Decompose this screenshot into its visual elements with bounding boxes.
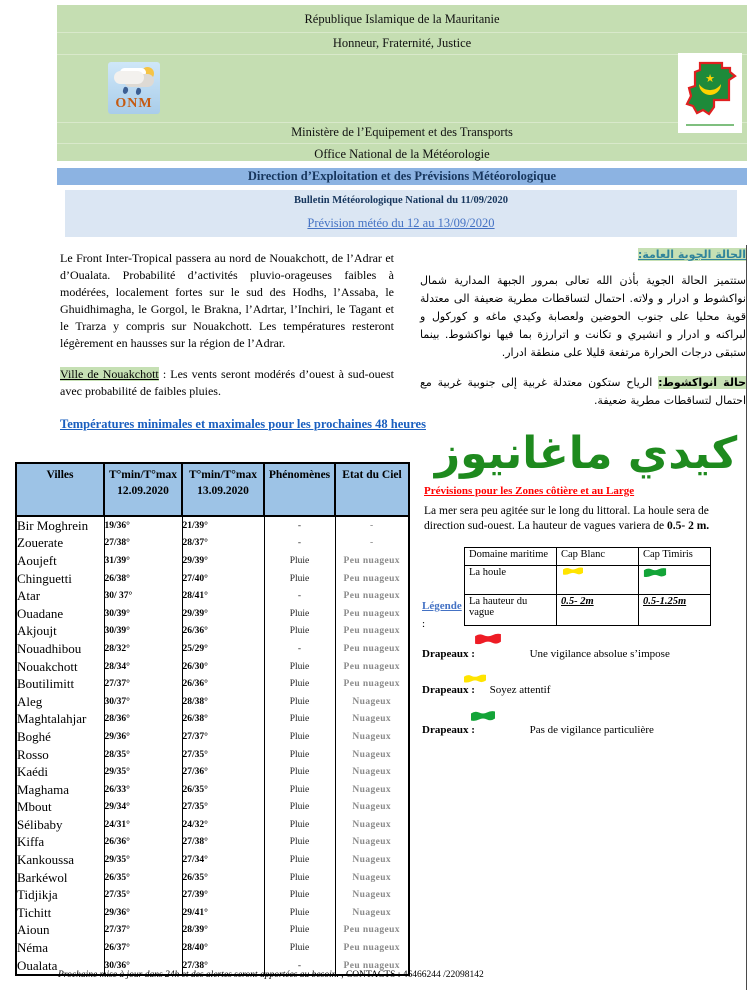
phenomena-cell: Pluie	[264, 728, 335, 746]
temp-cell-13-09: 29/39°	[182, 605, 264, 623]
phenomena-cell: Pluie	[264, 922, 335, 940]
temp-cell-13-09: 29/41°	[182, 904, 264, 922]
temp-cell-13-09: 27/39°	[182, 886, 264, 904]
sky-state-cell: Nuageux	[335, 799, 409, 817]
table-row	[16, 728, 409, 746]
republic-title: République Islamique de la Mauritanie	[304, 12, 500, 26]
phenomena-cell: -	[264, 516, 335, 535]
office-title: Office National de la Météorologie	[314, 147, 490, 161]
houle-label: La houle	[465, 566, 557, 595]
divider	[57, 54, 747, 55]
temp-cell-12-09: 28/34°	[104, 658, 182, 676]
temp-cell-13-09: 28/38°	[182, 693, 264, 711]
sky-state-cell: Peu nuageux	[335, 587, 409, 605]
temperatures-table	[15, 462, 410, 976]
city-cell: Maghama	[16, 781, 104, 799]
wave-height-cap-timiris: 0.5-1.25m	[639, 595, 711, 626]
emblem-caption	[686, 124, 734, 126]
phenomena-cell: Pluie	[264, 746, 335, 764]
sky-state-cell: -	[335, 535, 409, 553]
temp-cell-12-09: 26/35°	[104, 869, 182, 887]
table-row	[16, 623, 409, 641]
table-row	[16, 535, 409, 553]
city-cell: Zouerate	[16, 535, 104, 553]
temp-cell-13-09: 28/39°	[182, 922, 264, 940]
table-row	[16, 587, 409, 605]
sky-state-cell: Peu nuageux	[335, 675, 409, 693]
city-cell: Aioun	[16, 922, 104, 940]
table-row	[16, 605, 409, 623]
temp-cell-12-09: 30/36°	[104, 957, 182, 976]
arabic-watermark: كيدي ماغانيوز	[434, 428, 738, 479]
forecast-link[interactable]: Prévision météo du 12 au 13/09/2020	[307, 216, 495, 230]
arabic-nouakchott-text: الرياح ستكون معتدلة غربية إلى جنوبية غربية مع احتمال لتساقطات مطرية ضعيفة.	[420, 376, 746, 407]
header-cap-blanc: Cap Blanc	[557, 548, 639, 566]
temp-cell-13-09: 24/32°	[182, 816, 264, 834]
sky-state-cell: Nuageux	[335, 763, 409, 781]
phenomena-cell: -	[264, 587, 335, 605]
green-flag-icon	[470, 710, 496, 723]
table-row	[16, 834, 409, 852]
city-cell: Néma	[16, 939, 104, 957]
phenomena-cell: -	[264, 640, 335, 658]
phenomena-cell: Pluie	[264, 851, 335, 869]
temp-cell-12-09: 24/31°	[104, 816, 182, 834]
temp-cell-13-09: 25/29°	[182, 640, 264, 658]
temp-cell-13-09: 27/34°	[182, 851, 264, 869]
temp-cell-12-09: 29/34°	[104, 799, 182, 817]
table-row	[16, 675, 409, 693]
temp-cell-12-09: 28/35°	[104, 746, 182, 764]
city-cell: Nouakchott	[16, 658, 104, 676]
temp-cell-12-09: 31/39°	[104, 552, 182, 570]
city-cell: Mbout	[16, 799, 104, 817]
sky-state-cell: Nuageux	[335, 834, 409, 852]
table-row	[16, 552, 409, 570]
wave-height-cap-blanc: 0.5- 2m	[557, 595, 639, 626]
temp-cell-13-09: 27/40°	[182, 570, 264, 588]
table-row	[16, 640, 409, 658]
page-edge-line	[746, 245, 747, 990]
sky-state-cell: -	[335, 516, 409, 535]
city-cell: Bir Moghrein	[16, 516, 104, 535]
city-cell: Sélibaby	[16, 816, 104, 834]
temp-cell-13-09: 26/35°	[182, 781, 264, 799]
divider	[57, 143, 747, 144]
sky-state-cell: Nuageux	[335, 746, 409, 764]
sky-state-cell: Nuageux	[335, 711, 409, 729]
legend-item-green: Drapeaux : Pas de vigilance particulière	[422, 724, 654, 736]
onm-logo-label: ONM	[115, 96, 153, 111]
houle-cap-timiris	[639, 566, 711, 595]
city-cell: Kankoussa	[16, 851, 104, 869]
city-cell: Kiffa	[16, 834, 104, 852]
temp-cell-12-09: 29/35°	[104, 763, 182, 781]
temp-cell-12-09: 30/37°	[104, 693, 182, 711]
phenomena-cell: Pluie	[264, 834, 335, 852]
temperatures-heading: Températures minimales et maximales pour les prochaines 48 heures	[60, 417, 426, 431]
sky-state-cell: Nuageux	[335, 904, 409, 922]
sky-state-cell: Peu nuageux	[335, 570, 409, 588]
footer-note: Prochaine mise à jour dans 24h et des alertes seront apportées au besoin. , CONTACTS : 46466244 /22098142	[58, 970, 484, 980]
divider	[57, 32, 747, 33]
raindrop-icon	[135, 87, 142, 95]
city-cell: Rosso	[16, 746, 104, 764]
table-row	[16, 746, 409, 764]
city-cell: Nouadhibou	[16, 640, 104, 658]
legend-title: Légende	[422, 600, 462, 612]
table-row	[16, 781, 409, 799]
city-cell: Aleg	[16, 693, 104, 711]
sky-state-cell: Nuageux	[335, 781, 409, 799]
legend-item-yellow: Drapeaux : Soyez attentif	[422, 684, 551, 696]
city-cell: Chinguetti	[16, 570, 104, 588]
phenomena-cell: Pluie	[264, 939, 335, 957]
sky-state-cell: Peu nuageux	[335, 922, 409, 940]
header-cap-timiris: Cap Timiris	[639, 548, 711, 566]
temp-cell-13-09: 27/38°	[182, 834, 264, 852]
yellow-flag-icon	[561, 567, 585, 577]
sky-state-cell: Nuageux	[335, 693, 409, 711]
table-row	[16, 570, 409, 588]
sky-state-cell: Peu nuageux	[335, 640, 409, 658]
phenomena-cell: Pluie	[264, 799, 335, 817]
table-row	[16, 763, 409, 781]
sky-state-cell: Peu nuageux	[335, 658, 409, 676]
phenomena-cell: Pluie	[264, 869, 335, 887]
arabic-nouakchott-forecast	[420, 374, 746, 410]
phenomena-cell: Pluie	[264, 658, 335, 676]
city-cell: Kaédi	[16, 763, 104, 781]
temp-cell-12-09: 27/35°	[104, 886, 182, 904]
temp-cell-12-09: 28/32°	[104, 640, 182, 658]
header-band	[57, 5, 747, 161]
synopsis-paragraph: Le Front Inter-Tropical passera au nord de Nouakchott, de l’Adrar et d’Oualata. Probabilité d’activités pluvio-orageuses faibles à modérées, localement fortes sur le sud des Hodhs, l’Assaba, le Ghuidhimagha, le Gorgol, le Brakna, l’Adrtar, l’Inchiri, le Tagant et le Trarza y compris sur Nouakchott. Les températures resteront légèrement en hausses sur la région de l’Adrar.	[60, 251, 394, 350]
temp-cell-13-09: 26/38°	[182, 711, 264, 729]
wave-height-label: La hauteur du vague	[465, 595, 557, 626]
temp-cell-13-09: 26/30°	[182, 658, 264, 676]
phenomena-cell: Pluie	[264, 816, 335, 834]
sky-state-cell: Nuageux	[335, 851, 409, 869]
temp-cell-12-09: 19/36°	[104, 516, 182, 535]
sky-state-cell: Peu nuageux	[335, 939, 409, 957]
phenomena-cell: Pluie	[264, 675, 335, 693]
phenomena-cell: Pluie	[264, 781, 335, 799]
sky-state-cell: Nuageux	[335, 728, 409, 746]
arabic-nouakchott-label: حالة انواكشوط:	[658, 376, 747, 389]
table-row	[16, 922, 409, 940]
city-cell: Boghé	[16, 728, 104, 746]
direction-band: Direction d’Exploitation et des Prévisions Météorologique	[57, 168, 747, 185]
marine-header-row	[465, 548, 711, 566]
phenomena-cell: Pluie	[264, 693, 335, 711]
ministry-title: Ministère de l’Equipement et des Transports	[291, 125, 513, 139]
temp-cell-13-09: 28/37°	[182, 535, 264, 553]
header-temp-1: T°min/T°max 12.09.2020	[104, 463, 182, 516]
temp-cell-13-09: 27/36°	[182, 763, 264, 781]
city-cell: Ouadane	[16, 605, 104, 623]
synopsis-arabic	[420, 246, 746, 410]
table-row	[16, 939, 409, 957]
nouakchott-label: Ville de Nouakchott	[60, 367, 159, 381]
city-cell: Aoujeft	[16, 552, 104, 570]
synopsis-french	[60, 250, 394, 400]
temp-cell-12-09: 29/36°	[104, 728, 182, 746]
temp-cell-13-09: 27/35°	[182, 799, 264, 817]
wave-height-value: 0.5- 2 m.	[667, 520, 710, 532]
header-etat-du-ciel: Etat du Ciel	[335, 463, 409, 516]
sky-state-cell: Nuageux	[335, 869, 409, 887]
header-domaine-maritime: Domaine maritime	[465, 548, 557, 566]
temps-table-body	[16, 516, 409, 975]
phenomena-cell: Pluie	[264, 623, 335, 641]
sky-state-cell: Peu nuageux	[335, 623, 409, 641]
temp-cell-13-09: 28/40°	[182, 939, 264, 957]
temp-cell-12-09: 27/37°	[104, 922, 182, 940]
marine-paragraph: La mer sera peu agitée sur le long du littoral. La houle sera de direction sud-ouest. La hauteur de vagues variera de 0.5- 2 m.	[424, 505, 710, 532]
sky-state-cell: Nuageux	[335, 816, 409, 834]
phenomena-cell: Pluie	[264, 552, 335, 570]
city-cell: Atar	[16, 587, 104, 605]
bulletin-title: Bulletin Météorologique National du 11/09/2020	[294, 195, 508, 206]
nouakchott-text: : Les vents seront modérés d’ouest à sud-ouest avec probabilité de faibles pluies.	[60, 367, 394, 398]
phenomena-cell: Pluie	[264, 886, 335, 904]
table-row	[16, 869, 409, 887]
temp-cell-13-09: 26/36°	[182, 675, 264, 693]
wave-height-row	[465, 595, 711, 626]
temp-cell-12-09: 29/36°	[104, 904, 182, 922]
temp-cell-12-09: 26/33°	[104, 781, 182, 799]
nouakchott-forecast	[60, 366, 394, 400]
houle-cap-blanc	[557, 566, 639, 595]
sky-state-cell: Peu nuageux	[335, 957, 409, 976]
legend-item-red: Drapeaux : Une vigilance absolue s’impose	[422, 648, 670, 660]
arabic-paragraph: ستتميز الحالة الجوية بأذن الله تعالى بمرور الجبهة المدارية شمال نواكشوط و ادرار و ولاته. احتمال لتساقطات مطرية ضعيفة الى معتدلة قوية محليا على جنوب الحوضين ولعصابة وكيدي ماغه و كوركول و لبراكنه و ادرار و انشيري و تكانت و اترارزة بما فيها نواكشوط. بينما ستبقى درجات الحرارة مرتفعة قليلا على منطقة ادرار.	[420, 274, 746, 359]
arabic-title: الحالة الجوية العامة:	[637, 248, 746, 261]
temp-cell-12-09: 26/36°	[104, 834, 182, 852]
svg-text:★: ★	[705, 73, 715, 85]
temp-cell-13-09: 21/39°	[182, 516, 264, 535]
bulletin-box	[65, 190, 737, 237]
header-villes: Villes	[16, 463, 104, 516]
temp-cell-12-09: 26/38°	[104, 570, 182, 588]
table-row	[16, 658, 409, 676]
table-header-row	[16, 463, 409, 516]
table-row	[16, 904, 409, 922]
city-cell: Akjoujt	[16, 623, 104, 641]
divider	[57, 122, 747, 123]
table-row	[16, 711, 409, 729]
city-cell: Tichitt	[16, 904, 104, 922]
mauritania-map-icon	[682, 60, 738, 122]
onm-logo	[108, 62, 160, 114]
sky-state-cell: Peu nuageux	[335, 605, 409, 623]
city-cell: Barkéwol	[16, 869, 104, 887]
table-row	[16, 693, 409, 711]
temp-cell-13-09: 28/41°	[182, 587, 264, 605]
sky-state-cell: Nuageux	[335, 886, 409, 904]
header-temp-2: T°min/T°max 13.09.2020	[182, 463, 264, 516]
city-cell: Oualata	[16, 957, 104, 976]
temp-cell-12-09: 30/ 37°	[104, 587, 182, 605]
table-row	[16, 816, 409, 834]
city-cell: Boutilimitt	[16, 675, 104, 693]
temp-cell-12-09: 29/35°	[104, 851, 182, 869]
phenomena-cell: -	[264, 535, 335, 553]
houle-row	[465, 566, 711, 595]
phenomena-cell: Pluie	[264, 711, 335, 729]
city-cell: Maghtalahjar	[16, 711, 104, 729]
raindrop-icon	[122, 86, 129, 94]
sky-state-cell: Peu nuageux	[335, 552, 409, 570]
phenomena-cell: Pluie	[264, 605, 335, 623]
green-flag-icon	[643, 567, 667, 579]
temp-cell-13-09: 26/36°	[182, 623, 264, 641]
legend-colon: :	[422, 618, 426, 630]
temp-cell-12-09: 27/37°	[104, 675, 182, 693]
mauritania-emblem	[678, 53, 742, 133]
temp-cell-12-09: 27/38°	[104, 535, 182, 553]
marine-heading: Prévisions pour les Zones côtière et au Large	[424, 485, 635, 497]
temp-cell-13-09: 27/35°	[182, 746, 264, 764]
temp-cell-12-09: 30/39°	[104, 605, 182, 623]
phenomena-cell: Pluie	[264, 570, 335, 588]
phenomena-cell: -	[264, 957, 335, 976]
table-row	[16, 886, 409, 904]
temp-cell-13-09: 29/39°	[182, 552, 264, 570]
temp-cell-13-09: 27/37°	[182, 728, 264, 746]
header-phenomenes: Phénomènes	[264, 463, 335, 516]
table-row	[16, 799, 409, 817]
red-flag-icon	[474, 633, 502, 646]
temp-cell-13-09: 26/35°	[182, 869, 264, 887]
phenomena-cell: Pluie	[264, 904, 335, 922]
city-cell: Tidjikja	[16, 886, 104, 904]
temp-cell-12-09: 28/36°	[104, 711, 182, 729]
temp-cell-12-09: 26/37°	[104, 939, 182, 957]
marine-table	[464, 547, 711, 626]
phenomena-cell: Pluie	[264, 763, 335, 781]
motto: Honneur, Fraternité, Justice	[332, 36, 472, 50]
cloud-icon	[114, 71, 144, 84]
table-row	[16, 516, 409, 535]
table-row	[16, 851, 409, 869]
temp-cell-13-09: 27/38°	[182, 957, 264, 976]
temp-cell-12-09: 30/39°	[104, 623, 182, 641]
